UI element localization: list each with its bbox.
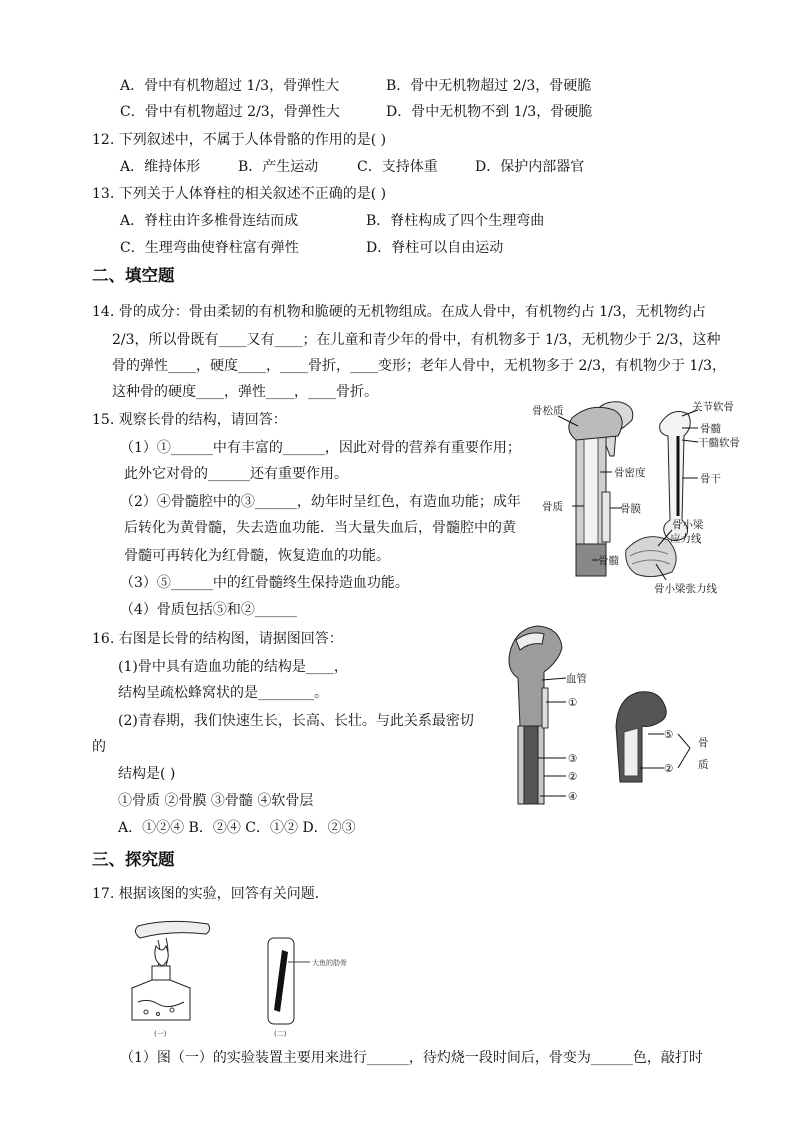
q15-sub4: （4）骨质包括⑤和②______ — [120, 602, 297, 618]
marker-2: ② — [568, 771, 578, 783]
q12-option-c: C．支持体重 — [357, 159, 438, 175]
section-title-fill-blank: 二、填空题 — [92, 266, 175, 285]
q16-sub1-a: (1)骨中具有造血功能的结构是____， — [118, 659, 348, 675]
label-substance: 质 — [698, 759, 709, 771]
label-trabecula: 骨小梁 — [672, 519, 704, 531]
q14-line-2: 2/3，所以骨既有____又有____；在儿童和青少年的骨中，有机物多于 1/3，无机物少于 2/3，这种 — [112, 332, 721, 348]
label-periosteum: 骨膜 — [620, 503, 641, 515]
label-blood-vessel: 血管 — [566, 673, 587, 685]
q16-sub2-a: (2)青春期，我们快速生长，长高、长壮。与此关系最密切 — [118, 713, 474, 729]
q13-option-a: A．脊柱由许多椎骨连结而成 — [120, 213, 299, 229]
q15-sub1-b: 此外它对骨的______还有重要作用。 — [124, 466, 348, 482]
label-tension-line: 骨小梁张力线 — [654, 583, 717, 595]
long-bone-structure-figure — [532, 396, 782, 600]
q16-sub1-b: 结构呈疏松蜂窝状的是________。 — [118, 685, 328, 701]
label-spongy-bone: 骨松质 — [532, 405, 564, 417]
q11-option-c: C．骨中有机物超过 2/3，骨弹性大 — [120, 104, 340, 120]
label-bone-substance: 骨质 — [542, 501, 563, 513]
q15-sub3: （3）⑤______中的红骨髓终生保持造血功能。 — [120, 575, 409, 591]
q13-option-d: D．脊柱可以自由运动 — [366, 240, 504, 256]
label-bone: 骨 — [698, 737, 709, 749]
q15-sub2-c: 骨髓可再转化为红骨髓，恢复造血的功能。 — [124, 548, 390, 564]
q11-option-a: A．骨中有机物超过 1/3，骨弹性大 — [120, 78, 340, 94]
q14-line-3: 骨的弹性____，硬度____，____骨折，____变形；老年人骨中，无机物多于 2/3，有机物少于 1/3， — [112, 358, 726, 374]
label-marrow-cartilage: 干髓软骨 — [698, 437, 740, 449]
label-marrow-2: 骨髓 — [700, 423, 721, 435]
q11-option-b: B．骨中无机物超过 2/3，骨硬脆 — [386, 78, 592, 94]
label-shaft: 骨干 — [700, 473, 721, 485]
caption-figure-1: (一) — [154, 1030, 167, 1038]
marker-1: ① — [568, 697, 578, 709]
caption-figure-2: (二) — [274, 1030, 287, 1038]
q17-sub1: （1）图（一）的实验装置主要用来进行______，待灼烧一段时间后，骨变为______色，敲打时 — [120, 1050, 703, 1066]
q15-sub2-a: （2）④骨髓腔中的③______，幼年时呈红色，有造血功能；成年 — [120, 494, 521, 510]
q16-sub2-c: 结构是( ) — [118, 766, 176, 782]
q14-line-1: 14. 骨的成分：骨由柔韧的有机物和脆硬的无机物组成。在成人骨中，有机物约占 1/3，无机物约占 — [92, 304, 706, 320]
label-bone-density: 骨密度 — [614, 467, 646, 479]
q16-stem: 16. 右图是长骨的结构图，请据图回答： — [92, 631, 343, 647]
q14-line-4: 这种骨的硬度____，弹性____，____骨折。 — [112, 384, 378, 400]
marker-2b: ② — [664, 763, 674, 775]
label-stress-line: 应力线 — [670, 533, 702, 545]
q13-option-b: B．脊柱构成了四个生理弯曲 — [366, 213, 545, 229]
marker-3: ③ — [568, 753, 578, 765]
q13-stem: 13. 下列关于人体脊柱的相关叙述不正确的是( ) — [92, 186, 387, 202]
marker-4: ④ — [568, 791, 578, 803]
q12-option-a: A．维持体形 — [120, 159, 201, 175]
experiment-figure — [128, 916, 368, 1040]
q13-option-c: C．生理弯曲使脊柱富有弹性 — [120, 240, 299, 256]
long-bone-diagram-q16 — [500, 622, 732, 810]
label-articular-cartilage: 关节软骨 — [692, 401, 734, 413]
q12-option-d: D．保护内部器官 — [475, 159, 585, 175]
section-title-inquiry: 三、探究题 — [92, 850, 175, 869]
q12-stem: 12. 下列叙述中，不属于人体骨骼的作用的是( ) — [92, 132, 387, 148]
q16-options: A．①②④ B．②④ C．①② D．②③ — [118, 820, 356, 836]
q15-sub1-a: （1）①______中有丰富的______，因此对骨的营养有重要作用； — [120, 440, 521, 456]
label-marrow: 骨髓 — [598, 555, 619, 567]
label-fish-rib: 大鱼的肋骨 — [312, 959, 347, 967]
q16-sub2-b: 的 — [92, 739, 106, 755]
q16-items: ①骨质 ②骨膜 ③骨髓 ④软骨层 — [118, 793, 314, 809]
q12-option-b: B．产生运动 — [238, 159, 319, 175]
q15-sub2-b: 后转化为黄骨髓，失去造血功能．当大量失血后，骨髓腔中的黄 — [124, 520, 516, 536]
marker-5: ⑤ — [664, 729, 674, 741]
q11-option-d: D．骨中无机物不到 1/3，骨硬脆 — [386, 104, 593, 120]
q15-stem: 15. 观察长骨的结构，请回答： — [92, 412, 287, 428]
q17-stem: 17. 根据该图的实验，回答有关问题． — [92, 886, 329, 902]
